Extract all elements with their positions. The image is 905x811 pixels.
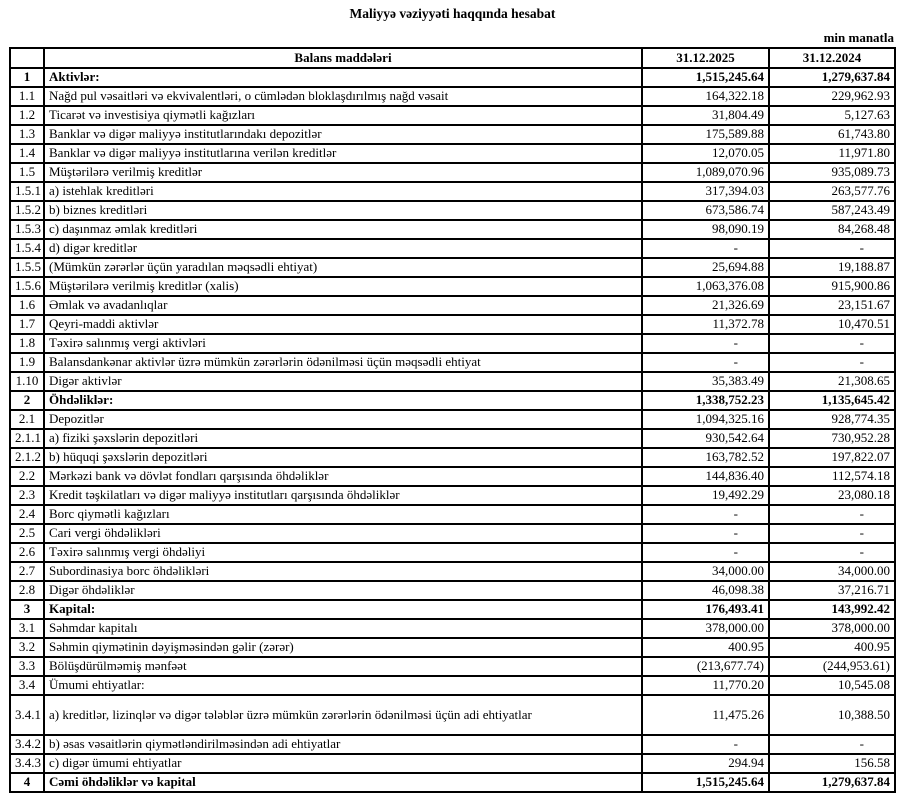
value-2024: 10,545.08 [769,676,895,695]
value-2024: 23,151.67 [769,296,895,315]
value-2025: 163,782.52 [642,448,769,467]
value-2024: 156.58 [769,754,895,773]
header-date-2025: 31.12.2025 [642,48,769,68]
value-2025: 1,089,070.96 [642,163,769,182]
value-2025: 46,098.38 [642,581,769,600]
value-2025: - [642,735,769,754]
table-row [10,600,895,619]
value-2025: 11,372.78 [642,315,769,334]
value-2025: 1,515,245.64 [642,773,769,792]
row-label: Cəmi öhdəliklər və kapital [44,773,642,792]
row-number: 4 [10,773,44,792]
table-row [10,581,895,600]
value-2025: 175,589.88 [642,125,769,144]
row-number: 3.4.2 [10,735,44,754]
row-label: Mərkəzi bank və dövlət fondları qarşısında öhdəliklər [44,467,642,486]
value-2025: 12,070.05 [642,144,769,163]
table-row [10,676,895,695]
value-2025: (213,677.74) [642,657,769,676]
value-2024: 34,000.00 [769,562,895,581]
row-label: a) fiziki şəxslərin depozitləri [44,429,642,448]
row-number: 2 [10,391,44,410]
row-label: b) hüquqi şəxslərin depozitləri [44,448,642,467]
value-2025: 294.94 [642,754,769,773]
value-2025: 1,063,376.08 [642,277,769,296]
table-row [10,144,895,163]
table-row [10,562,895,581]
value-2025: 400.95 [642,638,769,657]
value-2025: - [642,543,769,562]
value-2025: 34,000.00 [642,562,769,581]
table-row [10,182,895,201]
row-number: 2.1.1 [10,429,44,448]
value-2025: 25,694.88 [642,258,769,277]
row-label: c) daşınmaz əmlak kreditləri [44,220,642,239]
row-number: 1.8 [10,334,44,353]
table-row [10,695,895,735]
value-2024: 915,900.86 [769,277,895,296]
row-label: Səhmdar kapitalı [44,619,642,638]
value-2024: - [769,239,895,258]
value-2024: - [769,505,895,524]
header-balance-items: Balans maddələri [44,48,642,68]
table-row [10,68,895,87]
row-number: 1.5.3 [10,220,44,239]
value-2024: 928,774.35 [769,410,895,429]
row-label: a) istehlak kreditləri [44,182,642,201]
table-row [10,334,895,353]
row-number: 3.2 [10,638,44,657]
value-2025: 1,338,752.23 [642,391,769,410]
row-label: Digər öhdəliklər [44,581,642,600]
value-2024: 23,080.18 [769,486,895,505]
value-2025: 176,493.41 [642,600,769,619]
table-row [10,754,895,773]
value-2025: 378,000.00 [642,619,769,638]
row-number: 1.2 [10,106,44,125]
table-row [10,524,895,543]
value-2024: (244,953.61) [769,657,895,676]
table-row [10,619,895,638]
value-2025: 98,090.19 [642,220,769,239]
row-number: 2.4 [10,505,44,524]
table-header-row [10,48,895,68]
table-row [10,410,895,429]
row-label: Əmlak və avadanlıqlar [44,296,642,315]
row-number: 2.3 [10,486,44,505]
value-2025: - [642,524,769,543]
table-row [10,467,895,486]
table-row [10,87,895,106]
report-title: Maliyyə vəziyyəti haqqında hesabat [349,6,556,21]
row-label: Cari vergi öhdəlikləri [44,524,642,543]
row-number: 1.5.4 [10,239,44,258]
value-2024: 11,971.80 [769,144,895,163]
row-number: 1.6 [10,296,44,315]
value-2025: 31,804.49 [642,106,769,125]
row-label: b) biznes kreditləri [44,201,642,220]
row-number: 1.5.6 [10,277,44,296]
value-2024: 21,308.65 [769,372,895,391]
table-row [10,638,895,657]
balance-sheet-table [9,47,896,793]
row-number: 2.1 [10,410,44,429]
value-2025: - [642,353,769,372]
value-2025: 164,322.18 [642,87,769,106]
value-2024: 5,127.63 [769,106,895,125]
value-2024: 229,962.93 [769,87,895,106]
value-2024: 61,743.80 [769,125,895,144]
value-2024: 587,243.49 [769,201,895,220]
row-label: d) digər kreditlər [44,239,642,258]
value-2024: 10,470.51 [769,315,895,334]
row-label: a) kreditlər, lizinqlər və digər tələblər üzrə mümkün zərərlərin ödənilməsi üçün adi ehtiyatlar [44,695,642,735]
value-2025: 930,542.64 [642,429,769,448]
row-number: 3.4 [10,676,44,695]
value-2024: - [769,334,895,353]
row-number: 2.7 [10,562,44,581]
row-label: Kapital: [44,600,642,619]
value-2024: 197,822.07 [769,448,895,467]
value-2024: 263,577.76 [769,182,895,201]
row-label: Qeyri-maddi aktivlər [44,315,642,334]
row-number: 3.1 [10,619,44,638]
row-label: Balansdankənar aktivlər üzrə mümkün zərərlərin ödənilməsi üçün məqsədli ehtiyat [44,353,642,372]
table-row [10,125,895,144]
row-label: Depozitlər [44,410,642,429]
row-number: 1.10 [10,372,44,391]
row-label: Digər aktivlər [44,372,642,391]
row-number: 1.4 [10,144,44,163]
row-number: 2.6 [10,543,44,562]
table-row [10,448,895,467]
row-number: 1.5 [10,163,44,182]
table-row [10,239,895,258]
unit-note-wrap [9,30,894,46]
row-label: Nağd pul vəsaitləri və ekvivalentləri, o cümlədən bloklaşdırılmış nağd vəsait [44,87,642,106]
row-number: 3 [10,600,44,619]
row-number: 2.5 [10,524,44,543]
row-label: (Mümkün zərərlər üçün yaradılan məqsədli ehtiyat) [44,258,642,277]
value-2024: 1,135,645.42 [769,391,895,410]
row-number: 1.5.2 [10,201,44,220]
table-row [10,220,895,239]
table-row [10,372,895,391]
value-2024: 10,388.50 [769,695,895,735]
value-2024: 1,279,637.84 [769,773,895,792]
header-row-number [10,48,44,68]
balance-sheet-body [10,68,895,792]
row-number: 3.4.1 [10,695,44,735]
table-row [10,353,895,372]
row-number: 2.8 [10,581,44,600]
row-number: 1.1 [10,87,44,106]
value-2024: 730,952.28 [769,429,895,448]
row-number: 3.3 [10,657,44,676]
value-2025: 1,515,245.64 [642,68,769,87]
row-number: 3.4.3 [10,754,44,773]
table-row [10,296,895,315]
value-2024: 84,268.48 [769,220,895,239]
table-row [10,163,895,182]
row-label: Ticarət və investisiya qiymətli kağızları [44,106,642,125]
table-row [10,505,895,524]
table-row [10,277,895,296]
unit-note: min manatla [823,30,894,45]
value-2024: 400.95 [769,638,895,657]
row-label: Aktivlər: [44,68,642,87]
value-2024: - [769,735,895,754]
value-2025: 317,394.03 [642,182,769,201]
row-number: 1.5.5 [10,258,44,277]
table-row [10,258,895,277]
row-label: b) əsas vəsaitlərin qiymətləndirilməsindən adi ehtiyatlar [44,735,642,754]
row-label: Borc qiymətli kağızları [44,505,642,524]
value-2025: 11,770.20 [642,676,769,695]
row-number: 1.5.1 [10,182,44,201]
row-number: 1.7 [10,315,44,334]
row-label: Banklar və digər maliyyə institutlarına verilən kreditlər [44,144,642,163]
row-label: Kredit təşkilatları və digər maliyyə institutları qarşısında öhdəliklər [44,486,642,505]
row-label: Müştərilərə verilmiş kreditlər (xalis) [44,277,642,296]
header-date-2024: 31.12.2024 [769,48,895,68]
table-row [10,201,895,220]
row-number: 1.9 [10,353,44,372]
value-2024: - [769,353,895,372]
value-2024: 37,216.71 [769,581,895,600]
table-row [10,486,895,505]
table-row [10,106,895,125]
value-2025: 21,326.69 [642,296,769,315]
value-2025: - [642,239,769,258]
value-2025: 11,475.26 [642,695,769,735]
value-2024: 378,000.00 [769,619,895,638]
row-label: Təxirə salınmış vergi aktivləri [44,334,642,353]
row-label: Təxirə salınmış vergi öhdəliyi [44,543,642,562]
table-row [10,315,895,334]
row-number: 1 [10,68,44,87]
row-label: c) digər ümumi ehtiyatlar [44,754,642,773]
value-2025: 19,492.29 [642,486,769,505]
value-2025: - [642,505,769,524]
row-label: Öhdəliklər: [44,391,642,410]
row-label: Müştərilərə verilmiş kreditlər [44,163,642,182]
table-row [10,735,895,754]
row-label: Səhmin qiymətinin dəyişməsindən gəlir (zərər) [44,638,642,657]
value-2025: 1,094,325.16 [642,410,769,429]
value-2025: 35,383.49 [642,372,769,391]
table-row [10,429,895,448]
value-2024: 19,188.87 [769,258,895,277]
value-2024: - [769,543,895,562]
value-2024: - [769,524,895,543]
value-2025: 144,836.40 [642,467,769,486]
row-label: Bölüşdürülməmiş mənfəət [44,657,642,676]
table-row [10,657,895,676]
row-label: Banklar və digər maliyyə institutlarındakı depozitlər [44,125,642,144]
value-2024: 143,992.42 [769,600,895,619]
table-row [10,773,895,792]
table-row [10,543,895,562]
row-number: 1.3 [10,125,44,144]
value-2024: 935,089.73 [769,163,895,182]
row-number: 2.2 [10,467,44,486]
value-2024: 1,279,637.84 [769,68,895,87]
row-label: Ümumi ehtiyatlar: [44,676,642,695]
table-row [10,391,895,410]
value-2024: 112,574.18 [769,467,895,486]
value-2025: 673,586.74 [642,201,769,220]
row-number: 2.1.2 [10,448,44,467]
row-label: Subordinasiya borc öhdəlikləri [44,562,642,581]
value-2025: - [642,334,769,353]
